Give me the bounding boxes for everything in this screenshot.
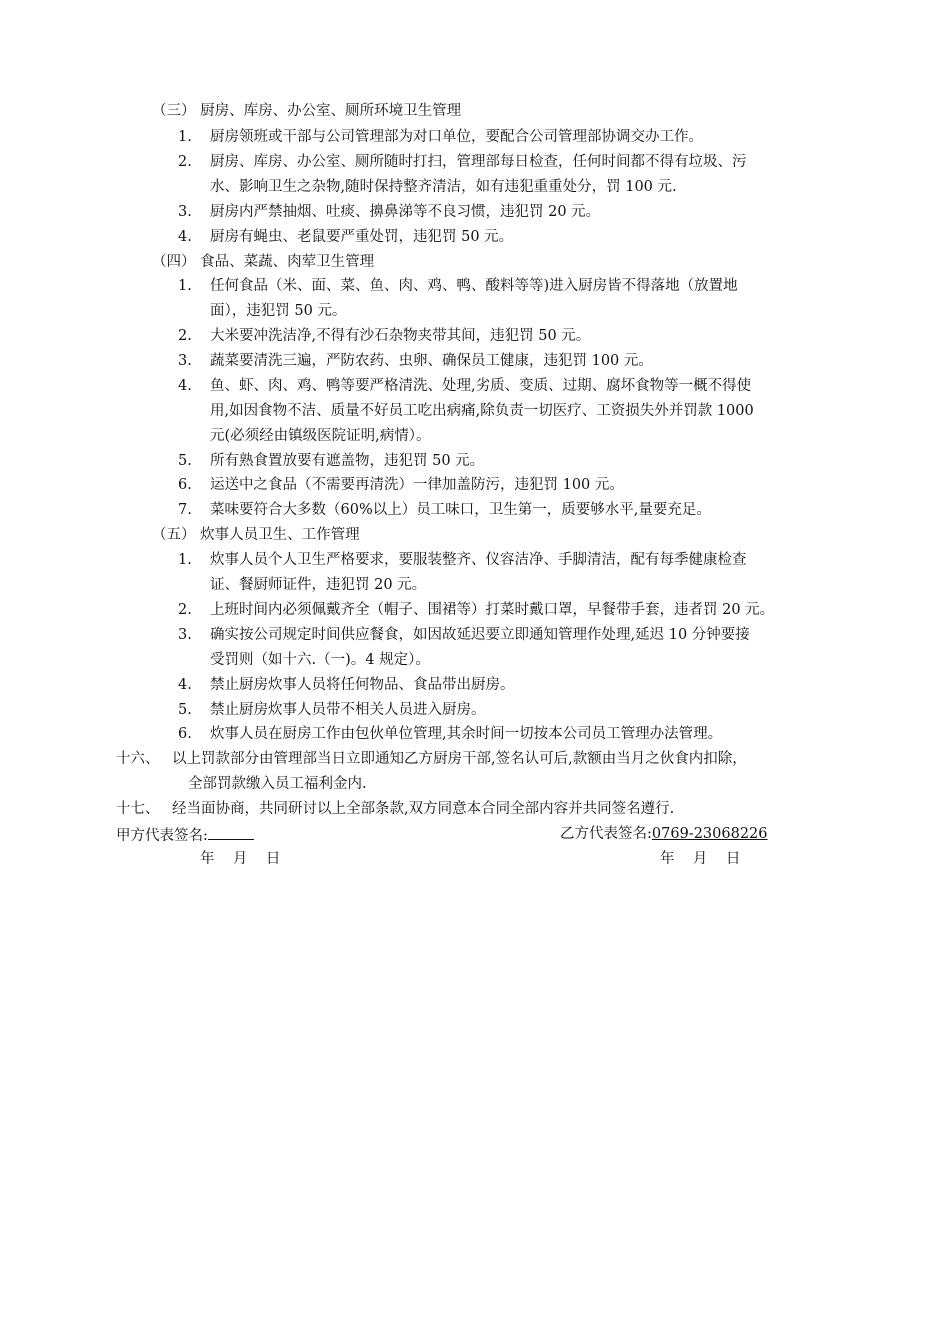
- item-text: 任何食品（米、面、菜、鱼、肉、鸡、鸭、酸料等等)进入厨房皆不得落地（放置地: [210, 278, 738, 294]
- article-16-text-cont: 全部罚款缴入员工福利金内.: [188, 776, 367, 792]
- party-a-date: 年 月 日: [200, 851, 281, 867]
- party-b-date: 年 月 日: [660, 851, 741, 867]
- article-17-text: 经当面协商，共同研讨以上全部条款,双方同意本合同全部内容并共同签名遵行.: [172, 801, 675, 817]
- item-text: 炊事人员在厨房工作由包伙单位管理,其余时间一切按本公司员工管理办法管理。: [210, 726, 723, 742]
- item-number: 4.: [178, 677, 192, 693]
- item-text: 厨房、库房、办公室、厕所随时打扫，管理部每日检查，任何时间都不得有垃圾、污: [210, 154, 747, 170]
- item-number: 3.: [178, 627, 192, 643]
- item-number: 1.: [178, 129, 192, 145]
- item-text: 菜味要符合大多数（60%以上）员工味口，卫生第一，质要够水平,量要充足。: [210, 502, 711, 518]
- item-number: 2.: [178, 154, 192, 170]
- party-b-phone: 0769-23068226: [651, 826, 768, 842]
- item-number: 5.: [178, 453, 192, 469]
- item-text: 上班时间内必须佩戴齐全（帽子、围裙等）打菜时戴口罩，早餐带手套，违者罚 20 元。: [210, 602, 775, 618]
- item-text: 厨房领班或干部与公司管理部为对口单位，要配合公司管理部协调交办工作。: [210, 129, 703, 145]
- signature-blank[interactable]: [208, 825, 254, 840]
- item-number: 2.: [178, 328, 192, 344]
- item-text-cont: 受罚则（如十六.（一)。4 规定）。: [210, 652, 430, 668]
- party-a-label: 甲方代表签名:: [116, 828, 208, 844]
- item-text: 运送中之食品（不需要再清洗）一律加盖防污，违犯罚 100 元。: [210, 477, 624, 493]
- party-b-signature: [560, 825, 768, 843]
- article-16-number: 十六、: [116, 751, 160, 767]
- item-number: 1.: [178, 552, 192, 568]
- item-text: 蔬菜要清洗三遍，严防农药、虫卵、确保员工健康，违犯罚 100 元。: [210, 353, 653, 369]
- item-text-cont: 证、餐厨师证件，违犯罚 20 元。: [210, 577, 427, 593]
- section-5-title: （五） 炊事人员卫生、工作管理: [152, 527, 360, 543]
- item-text: 厨房有蝇虫、老鼠要严重处罚，违犯罚 50 元。: [210, 229, 514, 245]
- section-4-title: （四） 食品、菜蔬、肉荤卫生管理: [152, 254, 375, 270]
- item-text: 大米要冲洗洁净,不得有沙石杂物夹带其间，违犯罚 50 元。: [210, 328, 591, 344]
- item-text-cont: 面），违犯罚 50 元。: [210, 303, 347, 319]
- item-text: 炊事人员个人卫生严格要求，要服装整齐、仪容洁净、手脚清洁，配有每季健康检查: [210, 552, 747, 568]
- item-number: 4.: [178, 378, 192, 394]
- item-number: 2.: [178, 602, 192, 618]
- item-text: 所有熟食置放要有遮盖物，违犯罚 50 元。: [210, 453, 485, 469]
- item-text-cont: 水、影响卫生之杂物,随时保持整齐清洁，如有违犯重重处分，罚 100 元.: [210, 179, 677, 195]
- article-17-number: 十七、: [116, 801, 160, 817]
- item-text-cont: 元(必须经由镇级医院证明,病情）。: [210, 428, 431, 444]
- item-text: 厨房内严禁抽烟、吐痰、擤鼻涕等不良习惯，违犯罚 20 元。: [210, 204, 601, 220]
- item-number: 1.: [178, 278, 192, 294]
- item-number: 3.: [178, 353, 192, 369]
- article-16-text: 以上罚款部分由管理部当日立即通知乙方厨房干部,签名认可后,款额由当月之伙食内扣除，: [172, 751, 747, 767]
- item-number: 6.: [178, 477, 192, 493]
- item-text: 禁止厨房炊事人员将任何物品、食品带出厨房。: [210, 677, 515, 693]
- party-a-signature: [116, 825, 254, 845]
- item-number: 4.: [178, 229, 192, 245]
- section-3-title: （三） 厨房、库房、办公室、厕所环境卫生管理: [152, 103, 462, 119]
- item-number: 7.: [178, 502, 192, 518]
- party-b-label: 乙方代表签名:: [560, 826, 652, 842]
- item-text: 确实按公司规定时间供应餐食，如因故延迟要立即通知管理作处理,延迟 10 分钟要接: [210, 627, 750, 643]
- item-text: 鱼、虾、肉、鸡、鸭等要严格清洗、处理,劣质、变质、过期、腐坏食物等一概不得使: [210, 378, 752, 394]
- item-text-cont: 用,如因食物不洁、质量不好员工吃出病痛,除负责一切医疗、工资损失外并罚款 1000: [210, 403, 754, 419]
- item-number: 3.: [178, 204, 192, 220]
- item-number: 5.: [178, 702, 192, 718]
- item-text: 禁止厨房炊事人员带不相关人员进入厨房。: [210, 702, 486, 718]
- item-number: 6.: [178, 726, 192, 742]
